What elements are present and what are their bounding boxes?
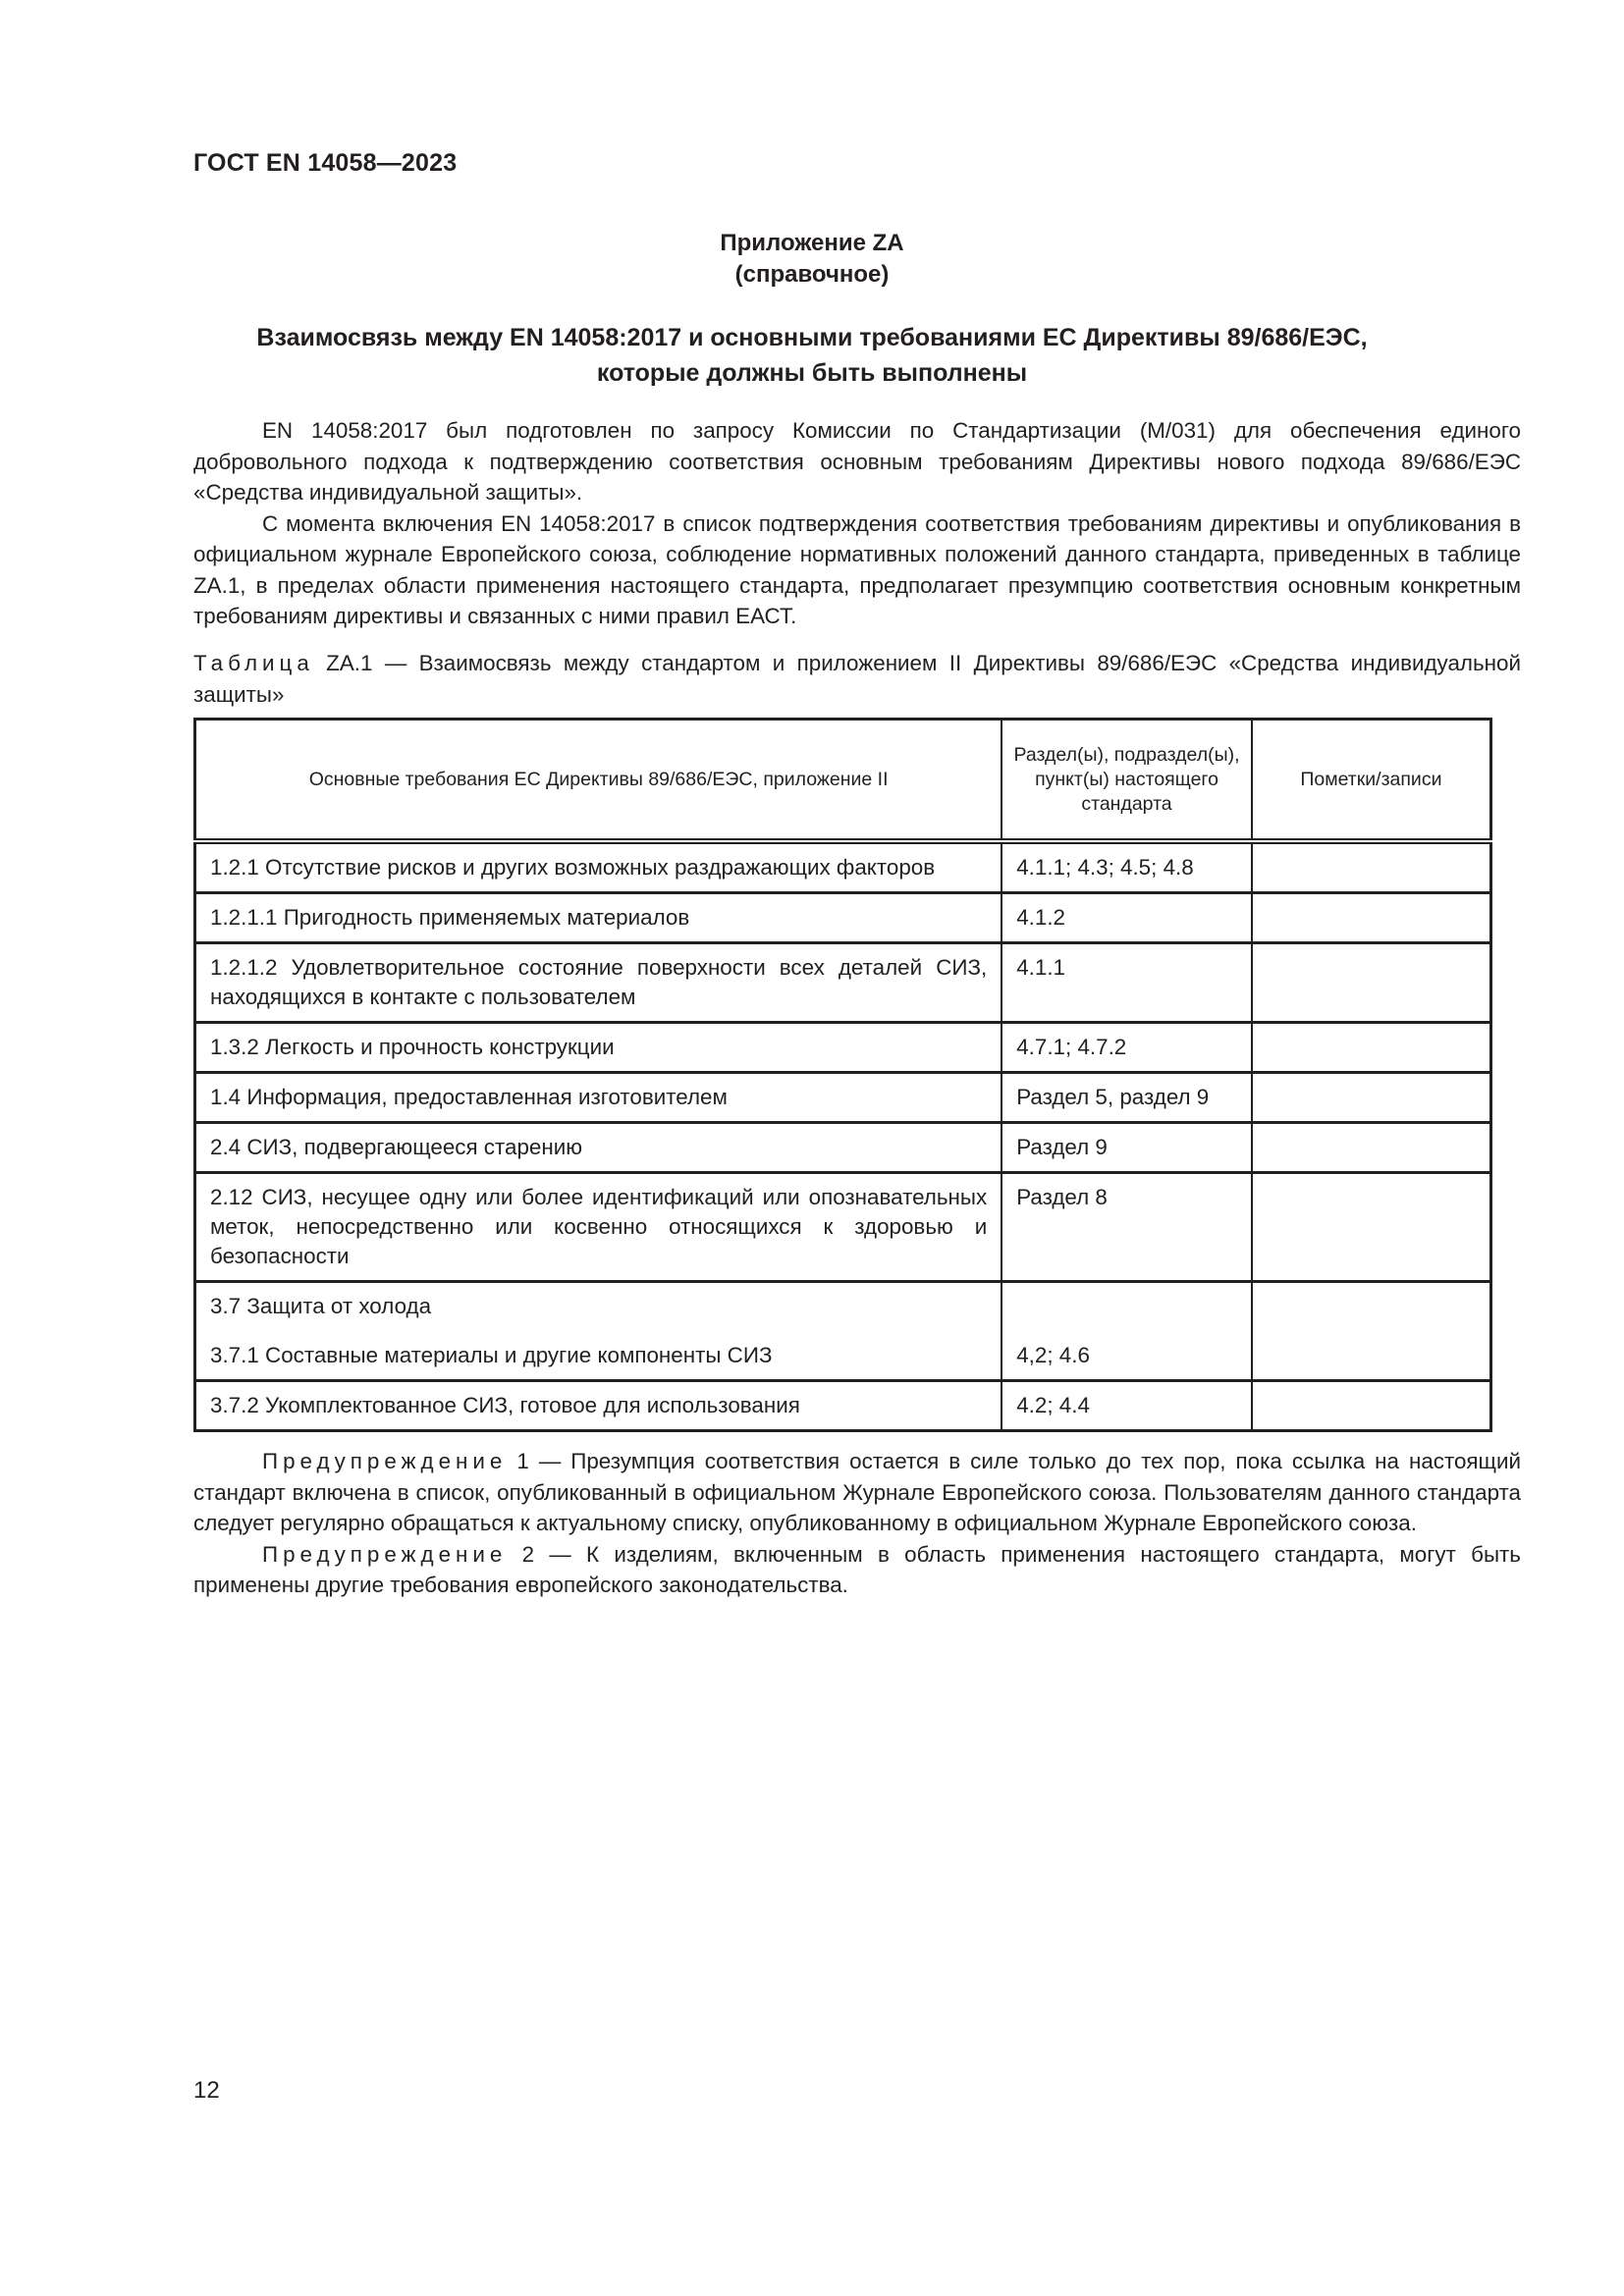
sub-clauses: 4,2; 4.6 — [1016, 1343, 1090, 1367]
annex-title: Приложение ZA — [720, 230, 904, 256]
sub-requirement: 3.7.1 Составные материалы и другие компоненты СИЗ — [210, 1343, 773, 1367]
clauses-cell: Раздел 9 — [1001, 1123, 1252, 1173]
table-row — [195, 841, 1491, 893]
table-row — [195, 943, 1491, 1023]
header-clauses: Раздел(ы), подраздел(ы), пункт(ы) настоящего стандарта — [1001, 720, 1252, 842]
group-clauses — [1016, 1294, 1022, 1318]
table-caption — [193, 648, 1521, 710]
requirement-cell: 1.2.1.2 Удовлетворительное состояние поверхности всех деталей СИЗ, находящихся в контакте с пользователем — [195, 943, 1002, 1023]
clauses-cell: 4.1.1 — [1001, 943, 1252, 1023]
table-row — [195, 1282, 1491, 1381]
requirement-cell: 2.12 СИЗ, несущее одну или более идентификаций или опознавательных меток, непосредственно или косвенно относящихся к здоровью и безопасности — [195, 1173, 1002, 1282]
warning-note — [193, 1539, 1521, 1601]
warning-label: Предупреждение — [262, 1449, 508, 1473]
remarks-cell — [1252, 1123, 1491, 1173]
remarks-cell — [1252, 893, 1491, 943]
warning-number: 1 — [516, 1449, 529, 1473]
requirement-cell: 1.3.2 Легкость и прочность конструкции — [195, 1023, 1002, 1073]
requirement-cell: 2.4 СИЗ, подвергающееся старению — [195, 1123, 1002, 1173]
annex-subtitle: (справочное) — [734, 261, 890, 288]
table-header-row — [195, 720, 1491, 842]
remarks-cell — [1252, 943, 1491, 1023]
warnings-section — [193, 1446, 1521, 1601]
document-id-header: ГОСТ EN 14058—2023 — [193, 149, 458, 177]
clauses-cell: Раздел 8 — [1001, 1173, 1252, 1282]
annex-heading-line-2: которые должны быть выполнены — [596, 359, 1028, 387]
clauses-cell: 4.1.2 — [1001, 893, 1252, 943]
table-caption-text: ZA.1 — Взаимосвязь между стандартом и приложением II Директивы 89/686/ЕЭС «Средства индивидуальной защиты» — [193, 651, 1521, 707]
table-row — [195, 1023, 1491, 1073]
remarks-cell — [1252, 1173, 1491, 1282]
table-row — [195, 1123, 1491, 1173]
table-row — [195, 1073, 1491, 1123]
annex-heading-line-1: Взаимосвязь между EN 14058:2017 и основными требованиями ЕС Директивы 89/686/ЕЭС, — [256, 324, 1368, 351]
warning-note — [193, 1446, 1521, 1539]
warning-label: Предупреждение — [262, 1541, 508, 1567]
requirement-cell: 1.2.1.1 Пригодность применяемых материалов — [195, 893, 1002, 943]
remarks-cell — [1252, 1023, 1491, 1073]
remarks-cell — [1252, 1381, 1491, 1431]
warning-text: — Презумпция соответствия остается в силе только до тех пор, пока ссылка на настоящий стандарт включена в список, опубликованный в официальном Журнале Европейского союза. Пользователям данного стандарта следует регулярно обращаться к актуальному списку, опубликованному в официальном Журнале Европейского союза. — [193, 1449, 1521, 1535]
requirement-cell: 1.4 Информация, предоставленная изготовителем — [195, 1073, 1002, 1123]
clauses-cell: 4.7.1; 4.7.2 — [1001, 1023, 1252, 1073]
clauses-cell: 4.1.1; 4.3; 4.5; 4.8 — [1001, 841, 1252, 893]
intro-paragraph: С момента включения EN 14058:2017 в список подтверждения соответствия требованиям директивы и опубликования в официальном журнале Европейского союза, соблюдение нормативных положений данного стандарта, приведенных в таблице ZA.1, в пределах области применения настоящего стандарта, предполагает презумпцию соответствия основным конкретным требованиям директивы и связанных с ними правил ЕАСТ. — [193, 510, 1521, 628]
warning-number: 2 — [521, 1541, 535, 1567]
table-caption-label: Таблица — [193, 651, 314, 675]
page-number: 12 — [193, 2077, 220, 2104]
annex-title-block — [0, 228, 1624, 291]
remarks-cell — [1252, 1282, 1491, 1381]
requirement-group-title: 3.7 Защита от холода — [210, 1294, 432, 1318]
clauses-cell: 4.2; 4.4 — [1001, 1381, 1252, 1431]
requirement-cell: 1.2.1 Отсутствие рисков и других возможных раздражающих факторов — [195, 841, 1002, 893]
header-requirements: Основные требования ЕС Директивы 89/686/ЕЭС, приложение II — [195, 720, 1002, 842]
requirements-table — [193, 718, 1492, 1432]
remarks-cell — [1252, 841, 1491, 893]
remarks-cell — [1252, 1073, 1491, 1123]
clauses-cell: Раздел 5, раздел 9 — [1001, 1073, 1252, 1123]
table-row — [195, 1173, 1491, 1282]
header-remarks: Пометки/записи — [1252, 720, 1491, 842]
clauses-cell — [1001, 1282, 1252, 1381]
warning-text: — К изделиям, включенным в область применения настоящего стандарта, могут быть применены другие требования европейского законодательства. — [193, 1541, 1521, 1597]
requirement-cell: 3.7.2 Укомплектованное СИЗ, готовое для использования — [195, 1381, 1002, 1431]
table-row — [195, 893, 1491, 943]
intro-text — [193, 415, 1521, 632]
table-row — [195, 1381, 1491, 1431]
requirement-cell — [195, 1282, 1002, 1381]
annex-heading — [0, 320, 1624, 391]
intro-paragraph: EN 14058:2017 был подготовлен по запросу Комиссии по Стандартизации (M/031) для обеспечения единого добровольного подхода к подтверждению соответствия основным требованиям Директивы нового подхода 89/686/ЕЭС «Средства индивидуальной защиты». — [193, 418, 1521, 505]
